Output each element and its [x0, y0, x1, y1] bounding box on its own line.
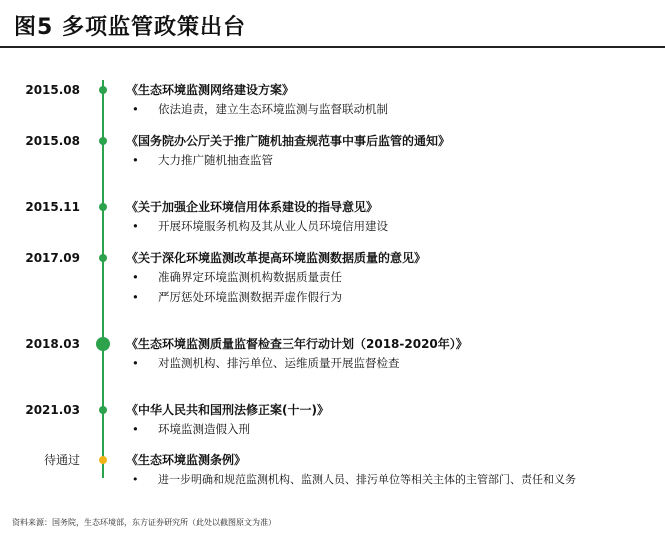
bullet-text: 依法追责，建立生态环境监测与监督联动机制 [158, 102, 388, 116]
bullet-icon: • [132, 102, 139, 116]
bullet-icon: • [132, 219, 139, 233]
entry-date: 2015.08 [25, 134, 80, 148]
bullet-text: 对监测机构、排污单位、运维质量开展监督检查 [158, 356, 400, 370]
bullet-text: 严厉惩处环境监测数据弄虚作假行为 [158, 290, 342, 304]
bullet-icon: • [132, 270, 139, 284]
bullet-icon: • [132, 473, 139, 486]
timeline-dot-highlight [96, 337, 110, 351]
policy-title: 《国务院办公厅关于推广随机抽查规范事中事后监管的通知》 [126, 134, 451, 148]
policy-title: 《生态环境监测质量监督检查三年行动计划（2018-2020年）》 [126, 337, 468, 351]
entry-date: 待通过 [43, 453, 80, 467]
policy-title: 《关于加强企业环境信用体系建设的指导意见》 [126, 200, 379, 214]
policy-bullet [132, 422, 250, 437]
policy-title: 《生态环境监测条例》 [126, 453, 247, 467]
policy-title: 《生态环境监测网络建设方案》 [126, 83, 295, 97]
bullet-text: 进一步明确和规范监测机构、监测人员、排污单位等相关主体的主管部门、责任和义务 [158, 473, 576, 486]
bullet-text: 开展环境服务机构及其从业人员环境信用建设 [158, 219, 388, 233]
policy-bullet [132, 102, 388, 117]
entry-date: 2021.03 [25, 403, 80, 417]
timeline-dot-pending [99, 456, 107, 464]
policy-title: 《关于深化环境监测改革提高环境监测数据质量的意见》 [126, 251, 427, 265]
source-note: 资料来源：国务院，生态环境部，东方证券研究所（此处以截图原文为准） [12, 518, 276, 527]
policy-bullet [132, 153, 273, 168]
bullet-icon: • [132, 153, 139, 167]
bullet-text: 大力推广随机抽查监管 [158, 153, 273, 167]
policy-title: 《中华人民共和国刑法修正案(十一)》 [126, 403, 329, 417]
policy-bullet [132, 290, 342, 305]
policy-bullet [132, 356, 400, 371]
bullet-icon: • [132, 290, 139, 304]
timeline-dot [99, 254, 107, 262]
timeline-dot [99, 137, 107, 145]
bullet-icon: • [132, 356, 139, 370]
title-divider [0, 46, 665, 48]
timeline-dot [99, 203, 107, 211]
timeline-dot [99, 86, 107, 94]
bullet-text: 准确界定环境监测机构数据质量责任 [158, 270, 342, 284]
bullet-text: 环境监测造假入刑 [158, 422, 250, 436]
policy-bullet [132, 472, 576, 487]
entry-date: 2017.09 [25, 251, 80, 265]
policy-bullet [132, 219, 388, 234]
page-title: 图5 多项监管政策出台 [14, 15, 246, 40]
entry-date: 2015.11 [25, 200, 80, 214]
entry-date: 2015.08 [25, 83, 80, 97]
bullet-icon: • [132, 422, 139, 436]
entry-date: 2018.03 [25, 337, 80, 351]
timeline-dot [99, 406, 107, 414]
policy-bullet [132, 270, 342, 285]
